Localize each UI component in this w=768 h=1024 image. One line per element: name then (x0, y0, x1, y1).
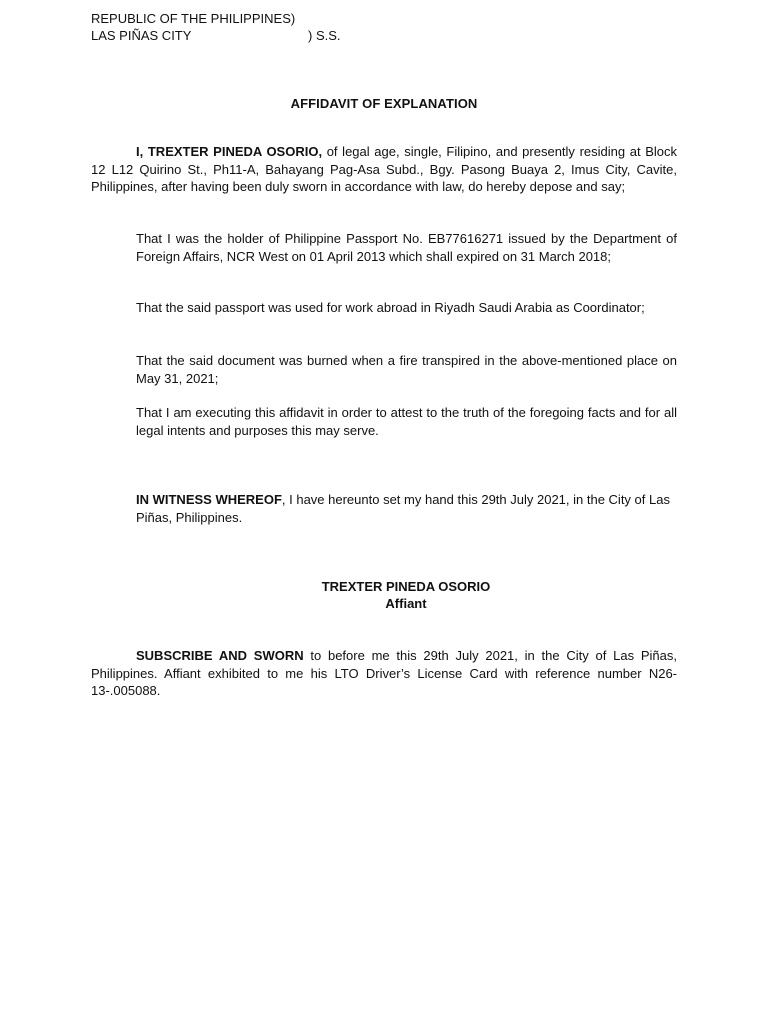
venue-city: LAS PIÑAS CITY (91, 28, 192, 43)
document-title: AFFIDAVIT OF EXPLANATION (290, 96, 478, 111)
witness-text: , I have hereunto set my hand this 29th July 2021, in the City of Las Piñas, Philippines. (136, 492, 670, 525)
statement-passport-use: That the said passport was used for work abroad in Riyadh Saudi Arabia as Coordinator; (136, 300, 645, 315)
intro-paragraph (91, 143, 677, 196)
affiant-name-intro: I, TREXTER PINEDA OSORIO, (136, 144, 323, 159)
jurat-text: to before me this 29th July 2021, in the City of Las Piñas, Philippines. Affiant exhibited to me his LTO Driver’s License Card with reference number N26-13-.005088. (91, 648, 677, 698)
intro-text: of legal age, single, Filipino, and presently residing at Block 12 L12 Quirino St., Ph11-A, Bahayang Pag-Asa Subd., Bgy. Pasong Buaya 2, Imus City, Cavite, Philippines, after having been duly sworn in accordance with law, do hereby depose and say; (91, 144, 677, 194)
statement-document-burned: That the said document was burned when a fire transpired in the above-mentioned place on May 31, 2021; (136, 353, 677, 386)
jurat-paragraph (91, 647, 677, 700)
venue-republic: REPUBLIC OF THE PHILIPPINES) (91, 11, 296, 26)
signature-role: Affiant (385, 596, 427, 611)
venue-ss: ) S.S. (308, 28, 341, 43)
jurat-heading: SUBSCRIBE AND SWORN (136, 648, 304, 663)
statement-passport-holder: That I was the holder of Philippine Passport No. EB77616271 issued by the Department of Foreign Affairs, NCR West on 01 April 2013 which shall expired on 31 March 2018; (136, 231, 677, 264)
statement-purpose: That I am executing this affidavit in order to attest to the truth of the foregoing facts and for all legal intents and purposes this may serve. (136, 405, 677, 438)
witness-paragraph (136, 491, 677, 526)
witness-heading: IN WITNESS WHEREOF (136, 492, 282, 507)
venue-city-line (91, 27, 341, 44)
venue-block (91, 10, 341, 44)
signature-name: TREXTER PINEDA OSORIO (321, 579, 491, 594)
